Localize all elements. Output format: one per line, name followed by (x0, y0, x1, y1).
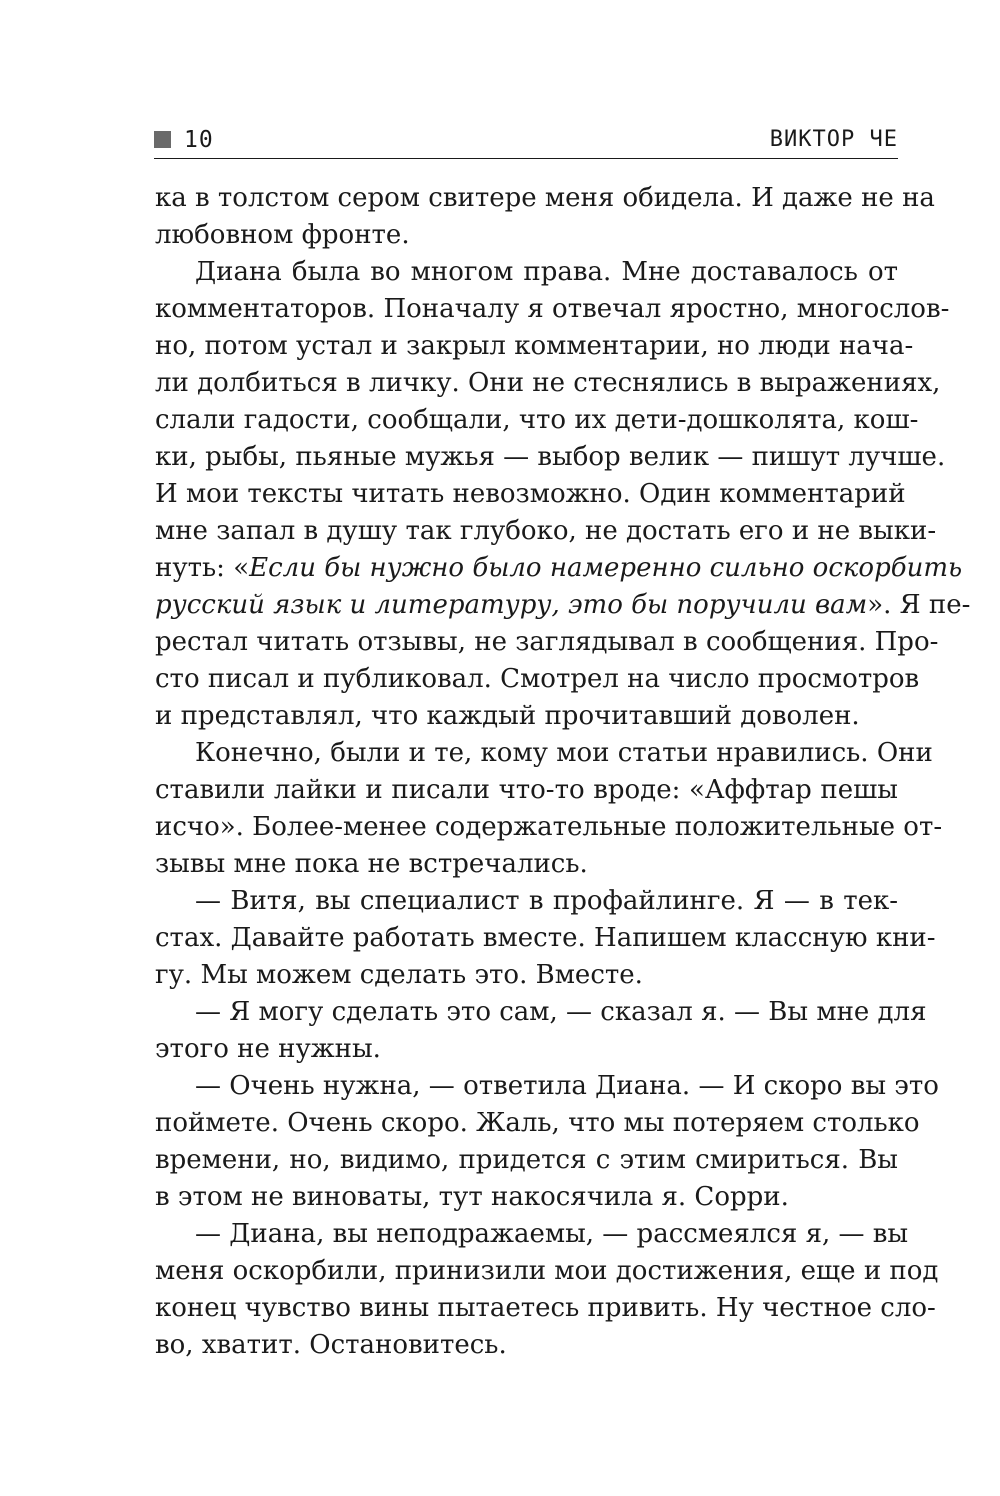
text-line: гу. Мы можем сделать это. Вместе. (155, 960, 643, 990)
text-line: стах. Давайте работать вместе. Напишем классную кни- (155, 923, 936, 953)
text-line: во, хватит. Остановитесь. (155, 1330, 507, 1360)
body-text (155, 180, 971, 1364)
text-line: ставили лайки и писали что-то вроде: «Аффтар пешы (155, 775, 898, 805)
italic-quote: Если бы нужно было намеренно сильно оскорбить (249, 553, 963, 583)
italic-quote: русский язык и литературу, это бы поручили вам (155, 590, 868, 620)
text-fragment: нуть: « (155, 553, 250, 583)
text-line: и представлял, что каждый прочитавший доволен. (155, 701, 860, 731)
text-line: сто писал и публиковал. Смотрел на число просмотров (155, 664, 920, 694)
text-line: — Я могу сделать это сам, — сказал я. — Вы мне для (195, 997, 927, 1027)
text-line: этого не нужны. (155, 1034, 381, 1064)
text-line: ли долбиться в личку. Они не стеснялись в выражениях, (155, 368, 941, 398)
text-line: меня оскорбили, принизили мои достижения, еще и под (155, 1256, 939, 1286)
text-line: — Витя, вы специалист в профайлинге. Я — в тек- (195, 886, 898, 916)
text-line: мне запал в душу так глубоко, не достать его и не выки- (155, 516, 937, 546)
text-line: ка в толстом сером свитере меня обидела. И даже не на (155, 183, 935, 213)
text-line: слали гадости, сообщали, что их дети-дошколята, кош- (155, 405, 919, 435)
text-line: рестал читать отзывы, не заглядывал в сообщения. Про- (155, 627, 939, 657)
text-line: — Диана, вы неподражаемы, — рассмеялся я, — вы (195, 1219, 909, 1249)
text-fragment: ». Я пе- (867, 590, 971, 620)
text-line-with-quote (155, 587, 971, 624)
text-line: конец чувство вины пытаетесь привить. Ну честное сло- (155, 1293, 936, 1323)
running-header (154, 128, 898, 159)
text-line: Конечно, были и те, кому мои статьи нравились. Они (195, 738, 933, 768)
text-line: любовном фронте. (155, 220, 410, 250)
text-line: комментаторов. Поначалу я отвечал яростно, многослов- (155, 294, 950, 324)
text-line: И мои тексты читать невозможно. Один комментарий (155, 479, 906, 509)
text-line-with-quote (155, 550, 963, 587)
text-line: Диана была во многом права. Мне доставалось от (195, 257, 898, 287)
text-line: но, потом устал и закрыл комментарии, но люди нача- (155, 331, 914, 361)
text-line: исчо». Более-менее содержательные положительные от- (155, 812, 943, 842)
text-line: — Очень нужна, — ответила Диана. — И скоро вы это (195, 1071, 939, 1101)
page-number: 10 (184, 127, 214, 153)
text-line: в этом не виноваты, тут накосячила я. Сорри. (155, 1182, 789, 1212)
text-line: поймете. Очень скоро. Жаль, что мы потеряем столько (155, 1108, 920, 1138)
header-square-marker (154, 131, 171, 148)
text-line: времени, но, видимо, придется с этим смириться. Вы (155, 1145, 898, 1175)
text-line: ки, рыбы, пьяные мужья — выбор велик — пишут лучше. (155, 442, 946, 472)
text-line: зывы мне пока не встречались. (155, 849, 588, 879)
running-title-author: ВИКТОР ЧЕ (769, 127, 898, 152)
